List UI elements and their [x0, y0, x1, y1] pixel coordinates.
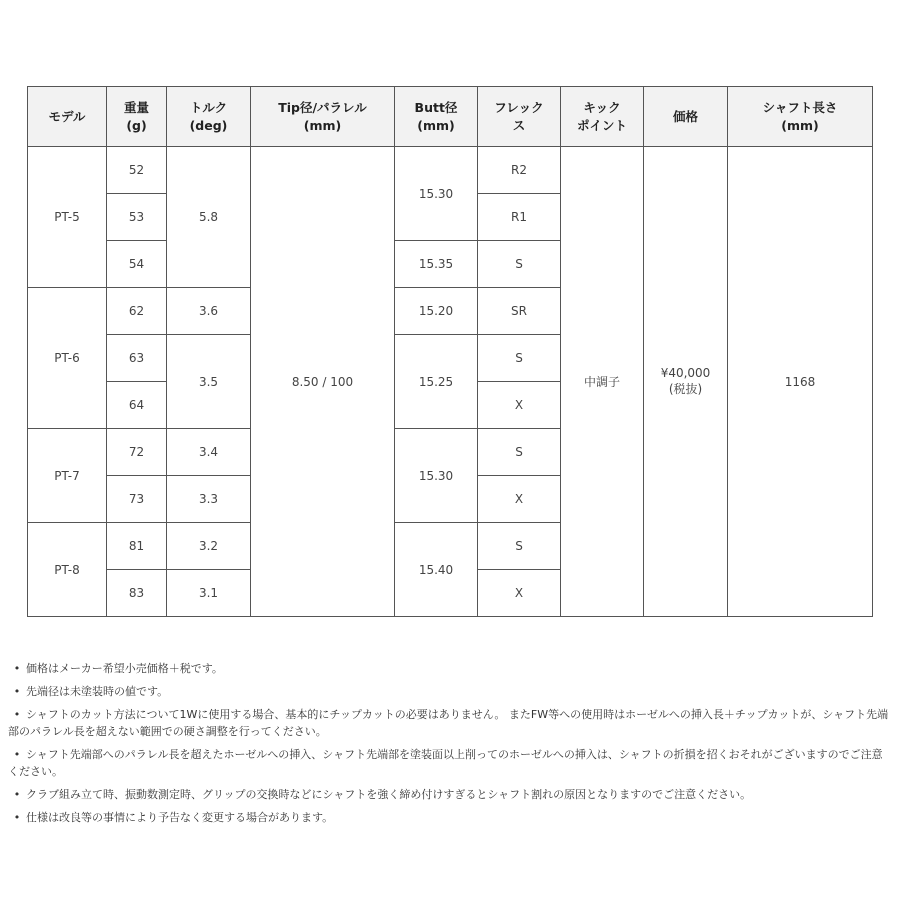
- model-cell: PT-5: [28, 147, 107, 288]
- flex-cell: SR: [478, 288, 561, 335]
- notes-list: [8, 660, 892, 832]
- note-item: • シャフト先端部へのパラレル長を超えたホーゼルへの挿入、シャフト先端部を塗装面以上削ってのホーゼルへの挿入は、シャフトの折損を招くおそれがございますのでご注意ください。: [8, 748, 883, 778]
- header-model: モデル: [28, 87, 107, 147]
- note-item: • 価格はメーカー希望小売価格＋税です。: [8, 660, 892, 677]
- flex-cell: R1: [478, 194, 561, 241]
- length-cell: 1168: [728, 147, 873, 617]
- torque-cell: 3.2: [167, 523, 251, 570]
- flex-cell: R2: [478, 147, 561, 194]
- kick-cell: 中調子: [561, 147, 644, 617]
- weight-cell: 53: [107, 194, 167, 241]
- header-flex: フレック ス: [478, 87, 561, 147]
- weight-cell: 72: [107, 429, 167, 476]
- torque-cell: 3.4: [167, 429, 251, 476]
- bullet-icon: •: [13, 662, 21, 675]
- torque-cell: 3.1: [167, 570, 251, 617]
- flex-cell: S: [478, 241, 561, 288]
- flex-cell: S: [478, 335, 561, 382]
- butt-cell: 15.40: [395, 523, 478, 617]
- weight-cell: 62: [107, 288, 167, 335]
- weight-cell: 63: [107, 335, 167, 382]
- flex-cell: X: [478, 382, 561, 429]
- bullet-icon: •: [13, 685, 21, 698]
- header-price: 価格: [644, 87, 728, 147]
- torque-cell: 3.5: [167, 335, 251, 429]
- price-value: ¥40,000: [660, 366, 711, 380]
- butt-cell: 15.20: [395, 288, 478, 335]
- bullet-icon: •: [13, 788, 21, 801]
- model-cell: PT-6: [28, 288, 107, 429]
- weight-cell: 52: [107, 147, 167, 194]
- flex-cell: X: [478, 570, 561, 617]
- model-cell: PT-7: [28, 429, 107, 523]
- bullet-icon: •: [13, 708, 21, 721]
- weight-cell: 64: [107, 382, 167, 429]
- bullet-icon: •: [13, 748, 21, 761]
- header-weight: 重量 (g): [107, 87, 167, 147]
- weight-cell: 83: [107, 570, 167, 617]
- header-kick: キック ポイント: [561, 87, 644, 147]
- note-item: • シャフトのカット方法について1Wに使用する場合、基本的にチップカットの必要はありません。 またFW等への使用時はホーゼルへの挿入長＋チップカットが、シャフト先端部のパラレル長を超えない範囲での硬さ調整を行ってください。: [8, 708, 889, 738]
- spec-table: [27, 86, 873, 617]
- butt-cell: 15.25: [395, 335, 478, 429]
- flex-cell: S: [478, 523, 561, 570]
- torque-cell: 5.8: [167, 147, 251, 288]
- header-row: [28, 87, 873, 147]
- flex-cell: X: [478, 476, 561, 523]
- price-note: (税抜): [668, 382, 703, 396]
- weight-cell: 81: [107, 523, 167, 570]
- note-item: • 先端径は未塗装時の値です。: [8, 683, 892, 700]
- weight-cell: 54: [107, 241, 167, 288]
- note-item: • クラブ組み立て時、振動数測定時、グリップの交換時などにシャフトを強く締め付けすぎるとシャフト割れの原因となりますのでご注意ください。: [8, 786, 892, 803]
- note-item: • 仕様は改良等の事情により予告なく変更する場合があります。: [8, 809, 892, 826]
- table-row: [28, 147, 873, 194]
- torque-cell: 3.6: [167, 288, 251, 335]
- header-length: シャフト長さ (mm): [728, 87, 873, 147]
- weight-cell: 73: [107, 476, 167, 523]
- torque-cell: 3.3: [167, 476, 251, 523]
- butt-cell: 15.30: [395, 429, 478, 523]
- butt-cell: 15.35: [395, 241, 478, 288]
- flex-cell: S: [478, 429, 561, 476]
- butt-cell: 15.30: [395, 147, 478, 241]
- header-torque: トルク (deg): [167, 87, 251, 147]
- price-cell: [644, 147, 728, 617]
- model-cell: PT-8: [28, 523, 107, 617]
- header-tip: Tip径/パラレル (mm): [251, 87, 395, 147]
- tip-cell: 8.50 / 100: [251, 147, 395, 617]
- header-butt: Butt径 (mm): [395, 87, 478, 147]
- bullet-icon: •: [13, 811, 21, 824]
